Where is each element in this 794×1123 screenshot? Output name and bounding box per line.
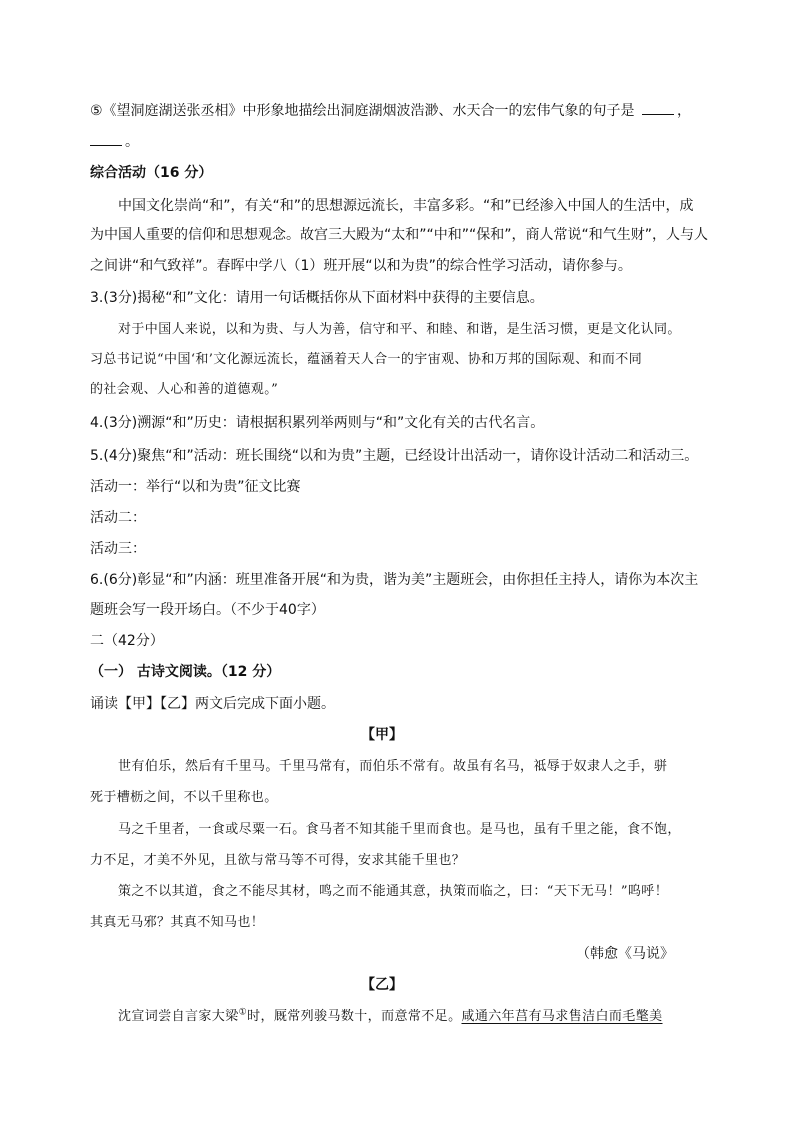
activity-3: 活动三： xyxy=(90,541,146,557)
question-5b-title: 5.(4分)聚焦“和”活动：班长围绕“以和为贵”主题，已经设计出活动一，请你设计活动二和活动三。 xyxy=(90,448,699,464)
jia-line-3: 马之千里者，一食或尽粟一石。食马者不知其能千里而食也。是马也，虽有千里之能，食不饱， xyxy=(118,822,681,837)
question-6-title-1: 6.(6分)彰显“和”内涵：班里准备开展“和为贵，谐为美”主题班会，由你担任主持人，请你为本次主 xyxy=(90,572,699,588)
answer-blank-1[interactable] xyxy=(642,102,674,115)
part-2-subsection: （一） 古诗文阅读。（12 分） xyxy=(90,664,281,680)
q3-material-line-1: 对于中国人来说，以和为贵、与人为善，信守和平、和睦、和谐，是生活习惯，更是文化认同。 xyxy=(118,322,681,337)
part-2-instruction: 诵读【甲】【乙】两文后完成下面小题。 xyxy=(90,696,335,712)
intro-line-3: 之间讲“和气致祥”。春晖中学八（1）班开展“以和为贵”的综合性学习活动，请你参与。 xyxy=(90,258,632,274)
activity-2: 活动二： xyxy=(90,510,146,526)
jia-line-2: 死于槽枥之间，不以千里称也。 xyxy=(90,790,278,805)
jia-source: （韩愈《马说》 xyxy=(576,946,674,962)
question-5-poem-cont: 。 xyxy=(90,132,674,152)
question-3-title: 3.(3分)揭秘“和”文化：请用一句话概括你从下面材料中获得的主要信息。 xyxy=(90,290,544,306)
intro-line-2: 为中国人重要的信仰和思想观念。故宫三大殿为“太和”“中和”“保和”，商人常说“和气生财”，人与人 xyxy=(90,227,709,243)
section-title-activity: 综合活动（16 分） xyxy=(90,165,213,181)
text-jia-heading: 【甲】 xyxy=(361,727,403,743)
text-yi-heading: 【乙】 xyxy=(361,977,403,993)
answer-blank-2[interactable] xyxy=(90,133,122,146)
jia-line-1: 世有伯乐，然后有千里马。千里马常有，而伯乐不常有。故虽有名马，祗辱于奴隶人之手，骈 xyxy=(118,759,668,774)
question-5-poem: ⑤《望洞庭湖送张丞相》中形象地描绘出洞庭湖烟波浩渺、水天合一的宏伟气象的句子是 ， xyxy=(90,103,692,119)
question-6-title-2: 题班会写一段开场白。（不少于40字） xyxy=(90,602,325,618)
question-4-title: 4.(3分)溯源“和”历史：请根据积累列举两则与“和”文化有关的古代名言。 xyxy=(90,415,545,431)
question-5-text: ⑤《望洞庭湖送张丞相》中形象地描绘出洞庭湖烟波浩渺、水天合一的宏伟气象的句子是 xyxy=(90,103,635,119)
activity-1: 活动一：举行“以和为贵”征文比赛 xyxy=(90,479,301,495)
q3-material-line-2: 习总书记说“中国‘和’文化源远流长，蕴涵着天人合一的宇宙观、协和万邦的国际观、和而不同 xyxy=(90,352,643,367)
footnote-marker: ① xyxy=(238,1007,248,1018)
jia-line-5: 策之不以其道，食之不能尽其材，鸣之而不能通其意，执策而临之，曰：“天下无马！”呜呼！ xyxy=(118,884,669,899)
underlined-sentence: 咸通六年莒有马求售洁白而毛氅美 xyxy=(461,1009,663,1024)
jia-line-4: 力不足，才美不外见，且欲与常马等不可得，安求其能千里也？ xyxy=(90,853,466,868)
intro-line-1: 中国文化崇尚“和”，有关“和”的思想源远流长，丰富多彩。“和”已经渗入中国人的生活中，成 xyxy=(118,198,694,214)
yi-line-1: 沈宣词尝自言家大梁①时，厩常列骏马数十，而意常不足。咸通六年莒有马求售洁白而毛氅美 xyxy=(118,1007,663,1024)
jia-line-6: 其真无马邪？其真不知马也！ xyxy=(90,915,265,930)
part-2-title: 二（42分） xyxy=(90,633,164,649)
q3-material-line-3: 的社会观、人心和善的道德观。” xyxy=(90,382,279,397)
